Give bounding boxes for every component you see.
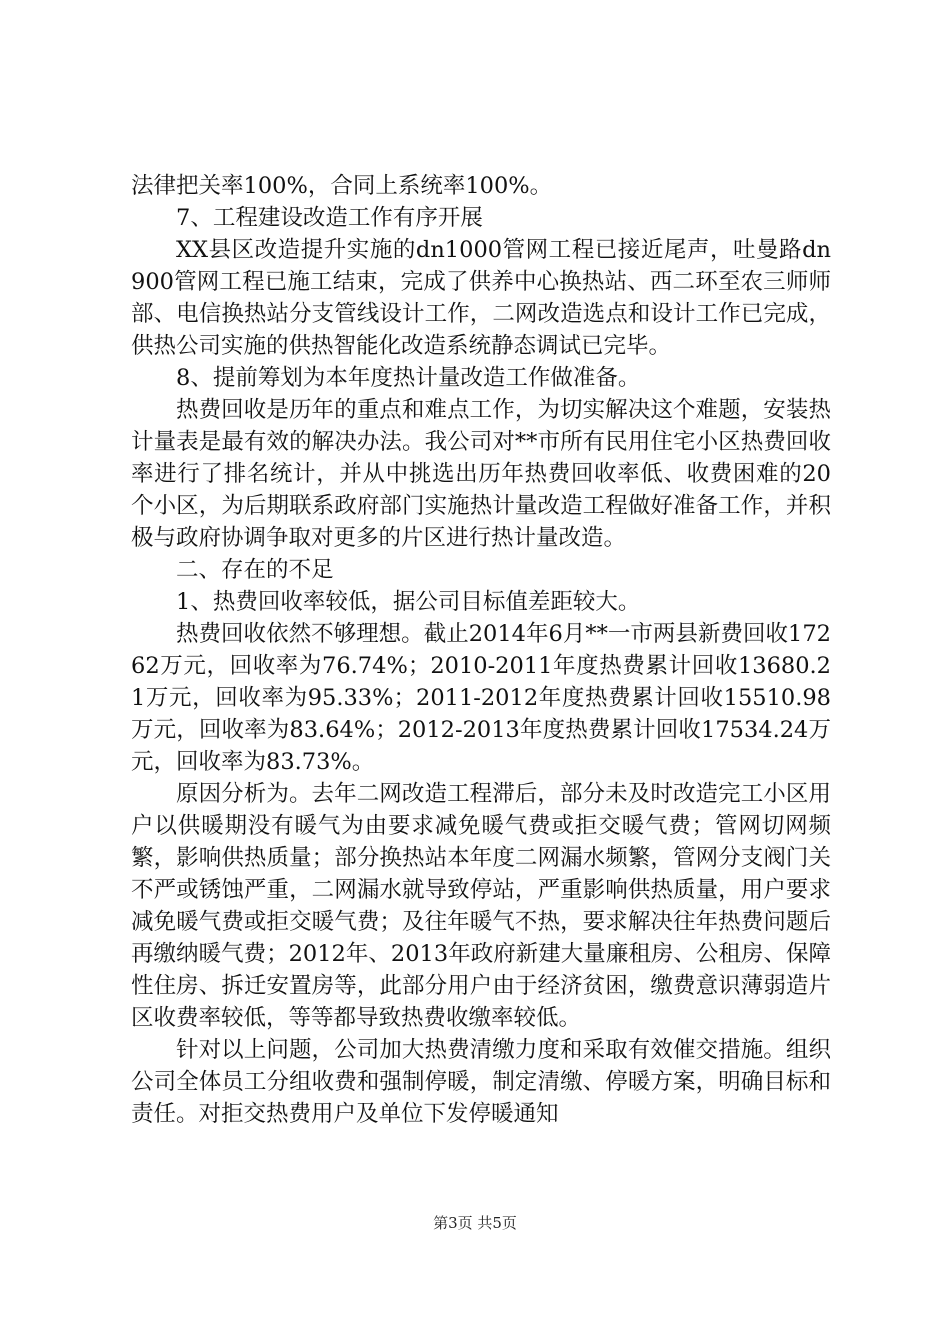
paragraph-heat-metering: 热费回收是历年的重点和难点工作，为切实解决这个难题，安装热计量表是最有效的解决办法。我公司对**市所有民用住宅小区热费回收率进行了排名统计，并从中挑选出历年热费回收率低、收费困难的20个小区，为后期联系政府部门实施热计量改造工程做好准备工作，并积极与政府协调争取对更多的片区进行热计量改造。 (131, 397, 831, 551)
document-body (131, 170, 831, 1130)
paragraph-countermeasures: 针对以上问题，公司加大热费清缴力度和采取有效催交措施。组织公司全体员工分组收费和强制停暖，制定清缴、停暖方案，明确目标和责任。对拒交热费用户及单位下发停暖通知 (131, 1037, 831, 1127)
heading-low-recovery-rate: 1、热费回收率较低，据公司目标值差距较大。 (176, 589, 641, 615)
heading-engineering-construction: 7、工程建设改造工作有序开展 (176, 205, 483, 231)
paragraph-pipeline-projects: XX县区改造提升实施的dn1000管网工程已接近尾声，吐曼路dn900管网工程已施工结束，完成了供养中心换热站、西二环至农三师师部、电信换热站分支管线设计工作，二网改造选点和设计工作已完成，供热公司实施的供热智能化改造系统静态调试已完毕。 (131, 237, 831, 359)
heading-shortcomings: 二、存在的不足 (176, 557, 334, 583)
paragraph-cause-analysis: 原因分析为。去年二网改造工程滞后，部分未及时改造完工小区用户以供暖期没有暖气为由要求减免暖气费或拒交暖气费；管网切网频繁，影响供热质量；部分换热站本年度二网漏水频繁，管网分支阀门关不严或锈蚀严重，二网漏水就导致停站，严重影响供热质量，用户要求减免暖气费或拒交暖气费；及往年暖气不热，要求解决往年热费问题后再缴纳暖气费；2012年、2013年政府新建大量廉租房、公租房、保障性住房、拆迁安置房等，此部分用户由于经济贫困，缴费意识薄弱造片区收费率较低，等等都导致热费收缴率较低。 (131, 781, 831, 1031)
heading-heat-metering-plan: 8、提前筹划为本年度热计量改造工作做准备。 (176, 365, 641, 391)
page-footer: 第3页 共5页 (433, 1214, 517, 1232)
paragraph-recovery-figures: 热费回收依然不够理想。截止2014年6月**一市两县新费回收17262万元，回收率为76.74%；2010-2011年度热费累计回收13680.21万元，回收率为95.33%；2011-2012年度热费累计回收15510.98万元，回收率为83.64%；2012-2013年度热费累计回收17534.24万元，回收率为83.73%。 (131, 621, 831, 775)
paragraph-contract-rate: 法律把关率100%，合同上系统率100%。 (131, 173, 553, 199)
